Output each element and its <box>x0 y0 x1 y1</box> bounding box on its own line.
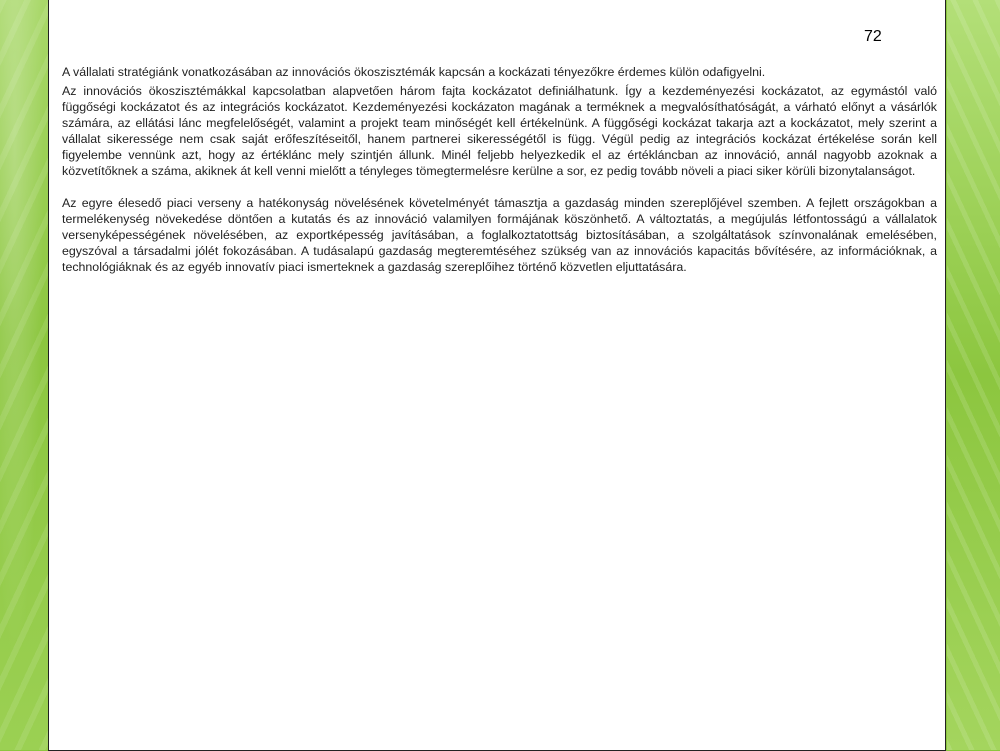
paragraph-intro: A vállalati stratégiánk vonatkozásában az innovációs ökoszisztémák kapcsán a kockázati tényezőkre érdemes külön odafigyelni. <box>62 65 766 79</box>
background-right-decoration <box>947 0 1000 750</box>
background-left-decoration <box>0 0 49 750</box>
paragraph-risk-types: Az innovációs ökoszisztémákkal kapcsolatban alapvetően három fajta kockázatot definiálhatunk. Így a kezdeményezési kockázatot, az egymástól való függőségi kockázatot és az integrációs kockázatot. Kezdeményezési kockázaton magának a terméknek a megvalósíthatóságát, a várható előnyt a vásárlók számára, az ellátási lánc megfelelőségét, valamint a projekt team minőségét kell értékelnünk. A függőségi kockázat takarja azt a kockázatot, mely szerint a vállalat sikeressége nem csak saját erőfeszítéseitől, hanem partnerei sikerességétől is függ. Végül pedig az integrációs kockázat értékelése során kell figyelembe vennünk azt, hogy az értéklánc mely szintjén állunk. Minél feljebb helyezkedik el az értékláncban az innováció, annál nagyobb azoknak a közvetítőknek a száma, akiknek át kell venni mielőtt a tényleges tömegtermelésre kerülne a sor, ez pedig tovább növeli a piaci siker körüli bizonytalanságot. <box>62 84 937 178</box>
document-page <box>48 0 946 751</box>
page-number: 72 <box>864 28 882 45</box>
document-body <box>62 64 937 278</box>
paragraph-competition: Az egyre élesedő piaci verseny a hatékonyság növelésének követelményét támasztja a gazdaság minden szereplőjével szemben. A fejlett országokban a termelékenység növekedése döntően a kutatás és az innováció valamilyen formájának köszönhető. A változtatás, a megújulás létfontosságú a vállalatok versenyképességének növelésében, az exportképesség javításában, a foglalkoztatottság biztosításában, a szolgáltatások színvonalának emelésében, egyszóval a társadalmi jólét fokozásában. A tudásalapú gazdaság megteremtéséhez szükség van az innovációs kapacitás bővítésére, az információknak, a technológiáknak és az egyéb innovatív piaci ismerteknek a gazdaság szereplőihez történő közvetlen eljuttatására. <box>62 196 937 274</box>
